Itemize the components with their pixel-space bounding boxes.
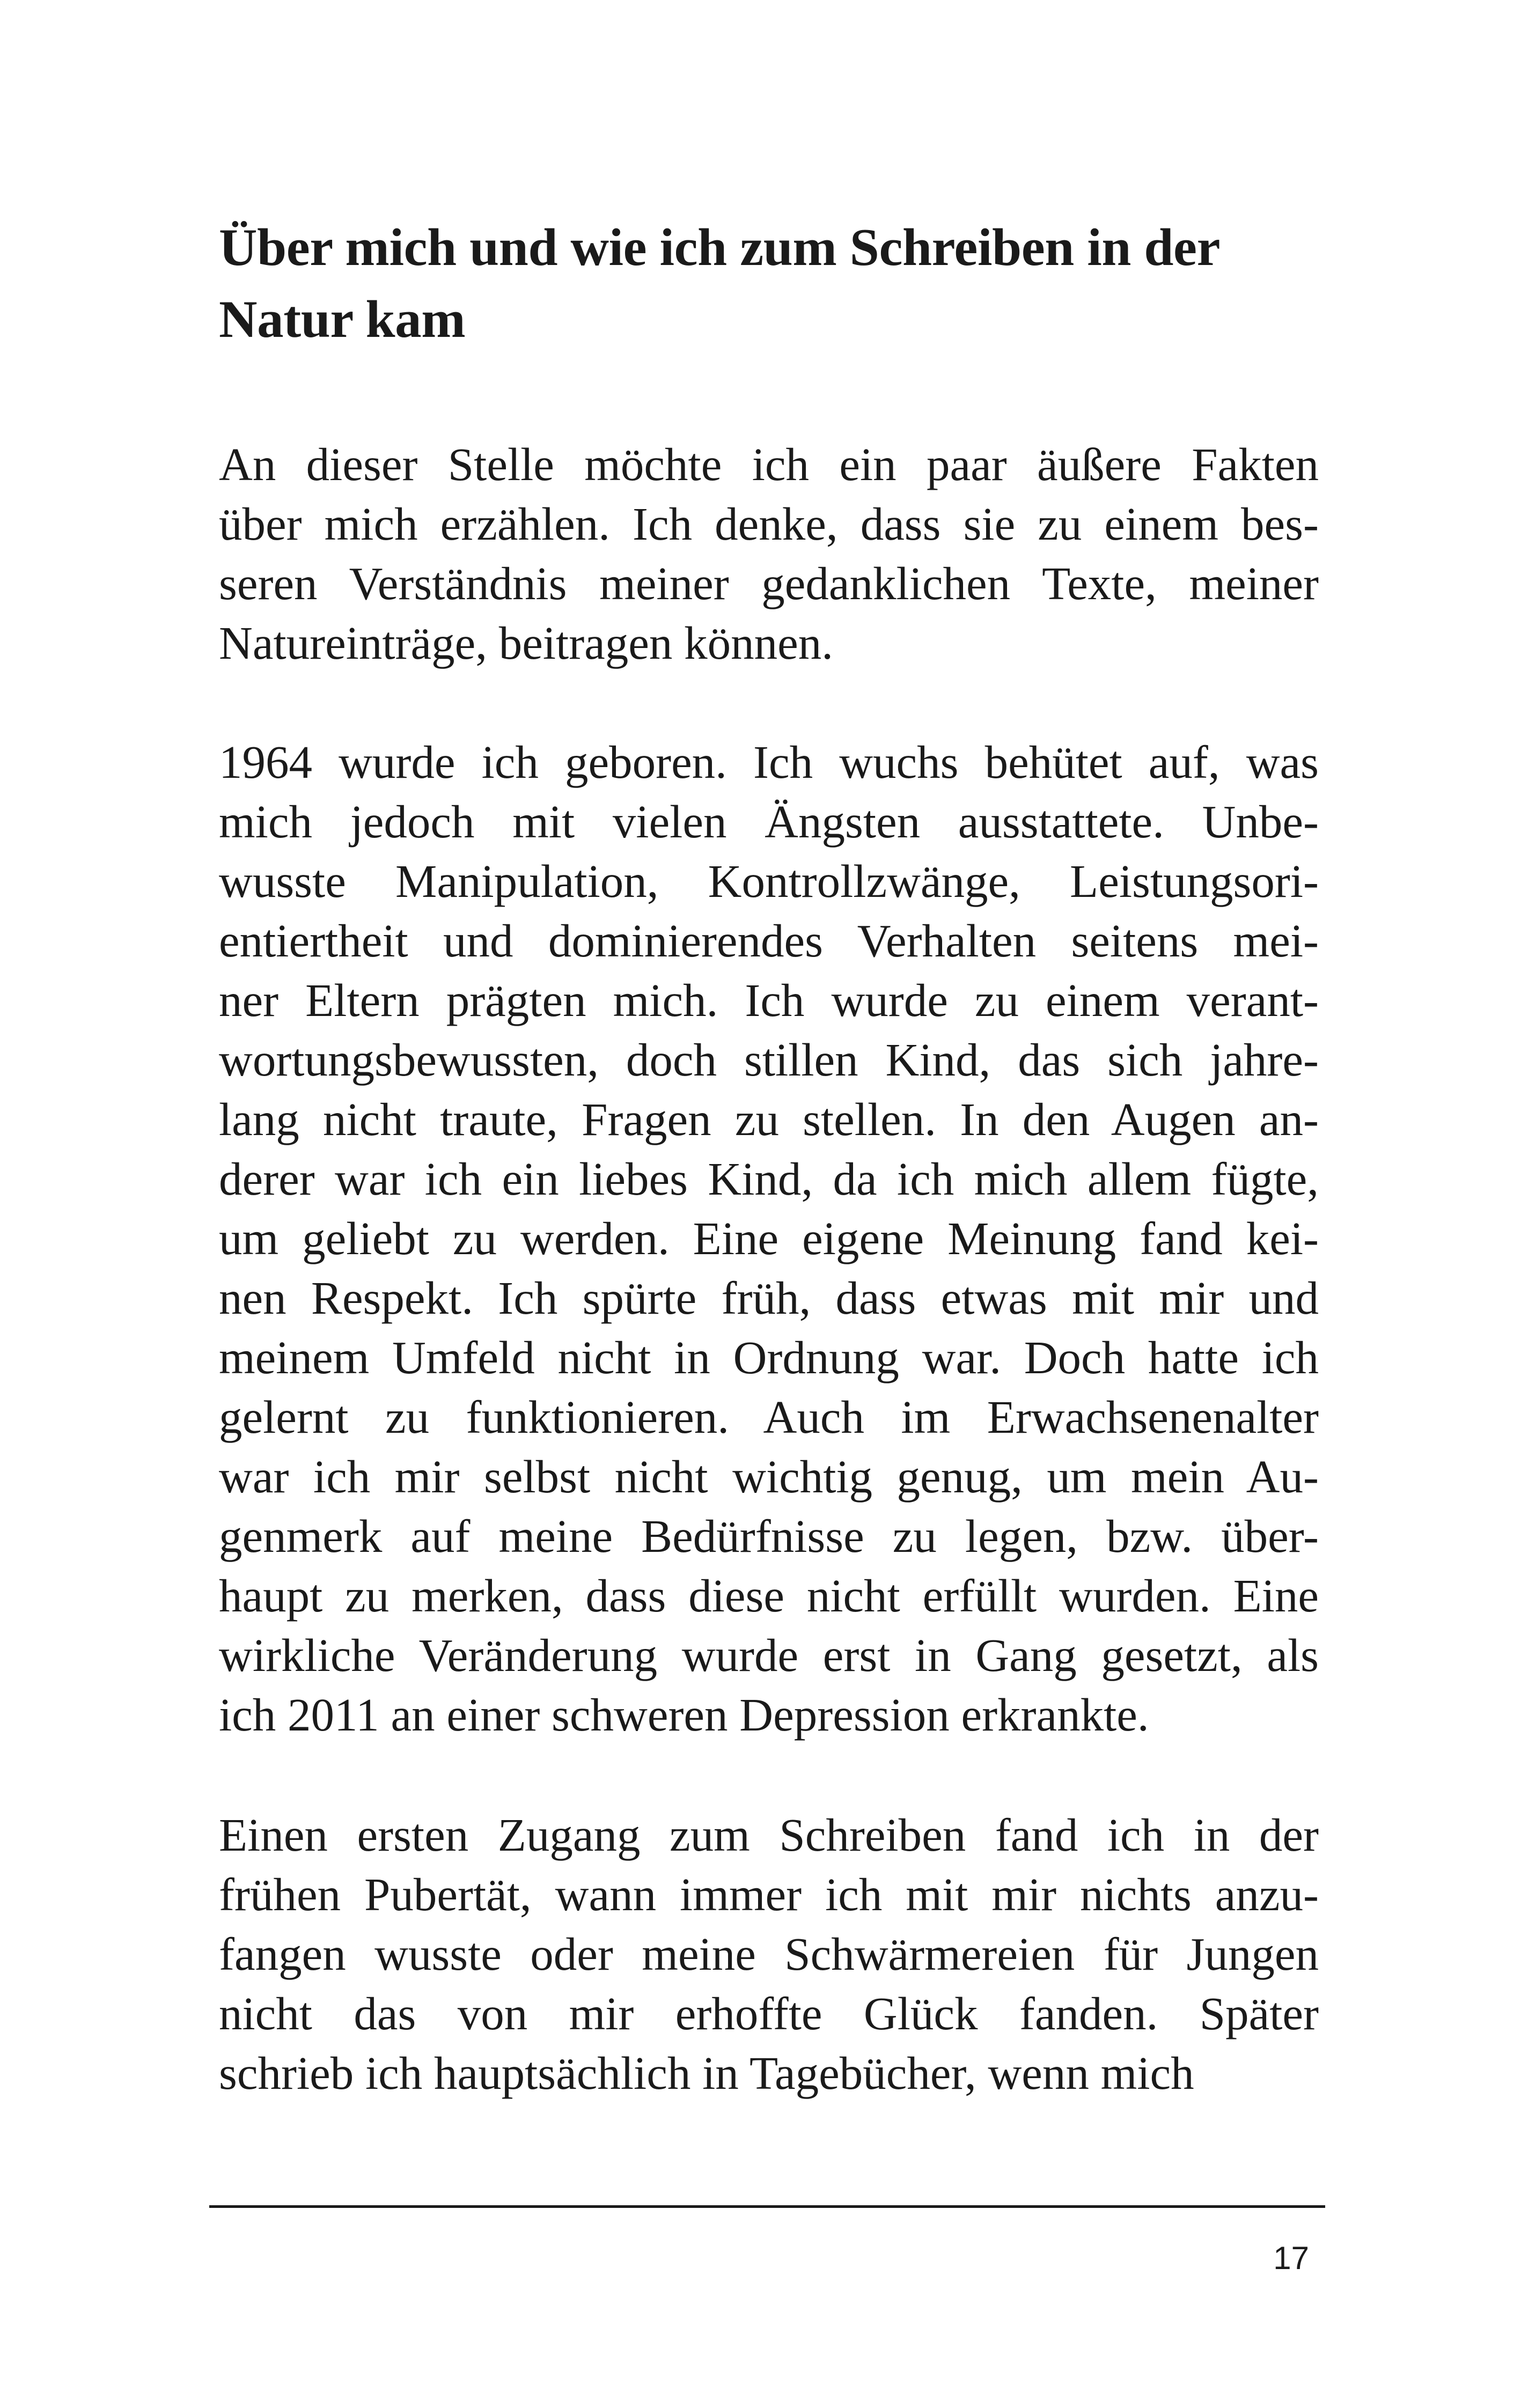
- text-line: ner Eltern prägten mich. Ich wurde zu einem verant-: [219, 974, 1319, 1026]
- text-line: wusste Manipulation, Kontrollzwänge, Leistungsori-: [219, 855, 1319, 907]
- text-line: 1964 wurde ich geboren. Ich wuchs behütet auf, was: [219, 736, 1319, 788]
- chapter-heading-line: Natur kam: [219, 290, 466, 349]
- chapter-heading-line: Über mich und wie ich zum Schreiben in der: [219, 218, 1221, 277]
- text-line: nicht das von mir erhoffte Glück fanden. Später: [219, 1987, 1319, 2039]
- text-line: über mich erzählen. Ich denke, dass sie zu einem bes-: [219, 498, 1319, 550]
- text-line: wortungsbewussten, doch stillen Kind, das sich jahre-: [219, 1034, 1319, 1086]
- text-line: wirkliche Veränderung wurde erst in Gang gesetzt, als: [219, 1629, 1319, 1681]
- text-line: schrieb ich hauptsächlich in Tagebücher, wenn mich: [219, 2047, 1194, 2099]
- footer-divider: [209, 2205, 1325, 2208]
- text-line: entiertheit und dominierendes Verhalten seitens mei-: [219, 915, 1319, 967]
- text-line: frühen Pubertät, wann immer ich mit mir nichts anzu-: [219, 1868, 1319, 1920]
- text-line: gelernt zu funktionieren. Auch im Erwachsenenalter: [219, 1391, 1319, 1443]
- text-line: Einen ersten Zugang zum Schreiben fand ich in der: [219, 1809, 1319, 1861]
- body-paragraph: [219, 1805, 1319, 2103]
- text-line: genmerk auf meine Bedürfnisse zu legen, bzw. über-: [219, 1510, 1319, 1562]
- text-line: fangen wusste oder meine Schwärmereien für Jungen: [219, 1928, 1319, 1980]
- chapter-heading: [219, 212, 1335, 356]
- text-line: derer war ich ein liebes Kind, da ich mich allem fügte,: [219, 1153, 1319, 1205]
- text-line: meinem Umfeld nicht in Ordnung war. Doch hatte ich: [219, 1331, 1319, 1383]
- page-number: 17: [1273, 2240, 1309, 2276]
- text-line: nen Respekt. Ich spürte früh, dass etwas mit mir und: [219, 1272, 1319, 1324]
- body-paragraph: [219, 732, 1319, 1744]
- body-paragraph: [219, 435, 1319, 673]
- text-line: war ich mir selbst nicht wichtig genug, um mein Au-: [219, 1450, 1319, 1503]
- text-line: mich jedoch mit vielen Ängsten ausstattete. Unbe-: [219, 796, 1319, 848]
- text-line: ich 2011 an einer schweren Depression erkrankte.: [219, 1689, 1149, 1741]
- text-line: An dieser Stelle möchte ich ein paar äußere Fakten: [219, 438, 1319, 490]
- text-line: um geliebt zu werden. Eine eigene Meinung fand kei-: [219, 1212, 1319, 1264]
- text-line: Natureinträge, beitragen können.: [219, 617, 834, 669]
- text-line: haupt zu merken, dass diese nicht erfüllt wurden. Eine: [219, 1570, 1319, 1622]
- text-line: lang nicht traute, Fragen zu stellen. In den Augen an-: [219, 1093, 1319, 1145]
- text-line: seren Verständnis meiner gedanklichen Texte, meiner: [219, 557, 1319, 609]
